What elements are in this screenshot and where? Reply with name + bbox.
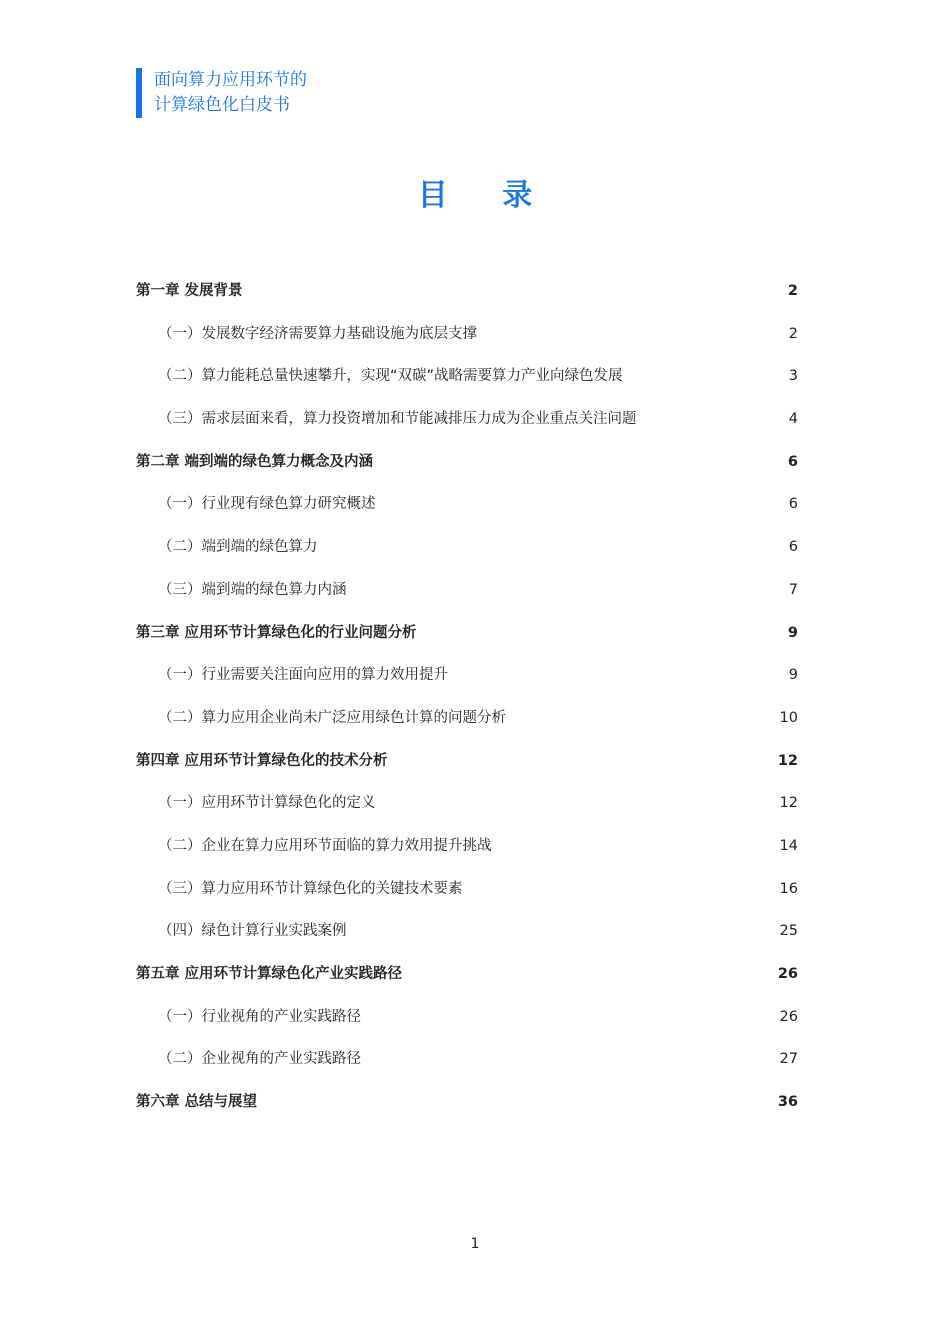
toc-section-entry[interactable] (136, 526, 798, 569)
toc-entry-label: （二）端到端的绿色算力 (158, 539, 318, 556)
toc-section-entry[interactable] (136, 782, 798, 825)
toc-entry-page-number: 25 (779, 923, 798, 940)
toc-entry-page-number: 26 (779, 1008, 798, 1025)
toc-entry-page-number: 7 (788, 581, 798, 598)
toc-section-entry[interactable] (136, 910, 798, 953)
toc-section-entry[interactable] (136, 1038, 798, 1081)
toc-entry-label: （二）算力应用企业尚未广泛应用绿色计算的问题分析 (158, 709, 506, 726)
toc-chapter-entry[interactable] (136, 612, 798, 655)
toc-entry-page-number: 9 (788, 667, 798, 684)
toc-section-entry[interactable] (136, 868, 798, 911)
toc-dot-leader (450, 665, 787, 680)
toc-entry-label: （一）应用环节计算绿色化的定义 (158, 795, 376, 812)
toc-dot-leader (363, 1049, 778, 1064)
toc-entry-page-number: 10 (779, 709, 798, 726)
toc-section-entry[interactable] (136, 569, 798, 612)
toc-dot-leader (625, 366, 787, 381)
toc-entry-label: 第六章 总结与展望 (136, 1094, 258, 1111)
toc-chapter-entry[interactable] (136, 270, 798, 313)
toc-section-entry[interactable] (136, 483, 798, 526)
toc-dot-leader (465, 878, 778, 893)
toc-dot-leader (508, 707, 778, 722)
toc-entry-page-number: 6 (788, 539, 798, 556)
toc-dot-leader (320, 537, 787, 552)
toc-section-entry[interactable] (136, 313, 798, 356)
toc-entry-label: （二）企业在算力应用环节面临的算力效用提升挑战 (158, 837, 492, 854)
toc-entry-page-number: 16 (779, 880, 798, 897)
toc-entry-page-number: 12 (777, 752, 798, 769)
toc-entry-page-number: 3 (788, 368, 798, 385)
toc-dot-leader (378, 494, 787, 509)
toc-entry-page-number: 6 (787, 453, 798, 470)
toc-dot-leader (404, 964, 776, 979)
toc-dot-leader (349, 579, 787, 594)
toc-entry-page-number: 2 (787, 283, 798, 299)
toc-chapter-entry[interactable] (136, 1081, 798, 1124)
toc-entry-label: （一）发展数字经济需要算力基础设施为底层支撑 (158, 325, 477, 342)
toc-dot-leader (390, 750, 776, 765)
toc-entry-page-number: 9 (787, 624, 798, 641)
toc-section-entry[interactable] (136, 697, 798, 740)
toc-entry-page-number: 2 (788, 325, 798, 342)
table-of-contents (136, 270, 798, 1124)
toc-entry-page-number: 27 (779, 1051, 798, 1068)
toc-chapter-entry[interactable] (136, 740, 798, 783)
toc-entry-label: （二）企业视角的产业实践路径 (158, 1051, 361, 1068)
toc-section-entry[interactable] (136, 355, 798, 398)
toc-dot-leader (363, 1006, 778, 1021)
toc-section-entry[interactable] (136, 654, 798, 697)
toc-dot-leader (479, 323, 787, 338)
toc-dot-leader (349, 921, 778, 936)
toc-entry-label: （四）绿色计算行业实践案例 (158, 923, 347, 940)
toc-entry-label: 第五章 应用环节计算绿色化产业实践路径 (136, 966, 403, 982)
toc-entry-label: 第三章 应用环节计算绿色化的行业问题分析 (136, 624, 417, 641)
toc-section-entry[interactable] (136, 996, 798, 1039)
page-number: 1 (470, 1236, 480, 1252)
toc-entry-page-number: 4 (788, 411, 798, 428)
toc-entry-page-number: 12 (779, 795, 798, 812)
toc-entry-label: （三）算力应用环节计算绿色化的关键技术要素 (158, 880, 463, 897)
toc-dot-leader (375, 451, 786, 466)
toc-entry-label: （二）算力能耗总量快速攀升，实现“双碳”战略需要算力产业向绿色发展 (158, 368, 623, 385)
toc-entry-label: （一）行业现有绿色算力研究概述 (158, 496, 376, 513)
toc-entry-page-number: 6 (788, 496, 798, 513)
toc-entry-label: （一）行业需要关注面向应用的算力效用提升 (158, 667, 448, 684)
document-header (136, 68, 307, 118)
toc-section-entry[interactable] (136, 398, 798, 441)
toc-chapter-entry[interactable] (136, 441, 798, 484)
toc-dot-leader (494, 835, 778, 850)
toc-entry-label: （一）行业视角的产业实践路径 (158, 1008, 361, 1025)
header-title-line-1: 面向算力应用环节的 (154, 70, 307, 90)
toc-entry-label: （三）端到端的绿色算力内涵 (158, 581, 347, 598)
toc-entry-label: 第二章 端到端的绿色算力概念及内涵 (136, 453, 374, 470)
toc-entry-label: 第一章 发展背景 (136, 283, 243, 299)
toc-entry-label: 第四章 应用环节计算绿色化的技术分析 (136, 752, 388, 769)
toc-entry-page-number: 14 (779, 837, 798, 854)
toc-title: 目 录 (417, 178, 555, 213)
toc-entry-page-number: 36 (777, 1094, 798, 1111)
toc-entry-label: （三）需求层面来看，算力投资增加和节能减排压力成为企业重点关注问题 (158, 411, 637, 428)
toc-dot-leader (419, 622, 786, 637)
toc-dot-leader (245, 281, 786, 296)
toc-dot-leader (639, 409, 787, 424)
toc-chapter-entry[interactable] (136, 953, 798, 996)
toc-dot-leader (259, 1092, 776, 1107)
toc-dot-leader (378, 793, 778, 808)
toc-section-entry[interactable] (136, 825, 798, 868)
toc-entry-page-number: 26 (777, 966, 798, 982)
header-title-line-2: 计算绿色化白皮书 (154, 95, 290, 115)
